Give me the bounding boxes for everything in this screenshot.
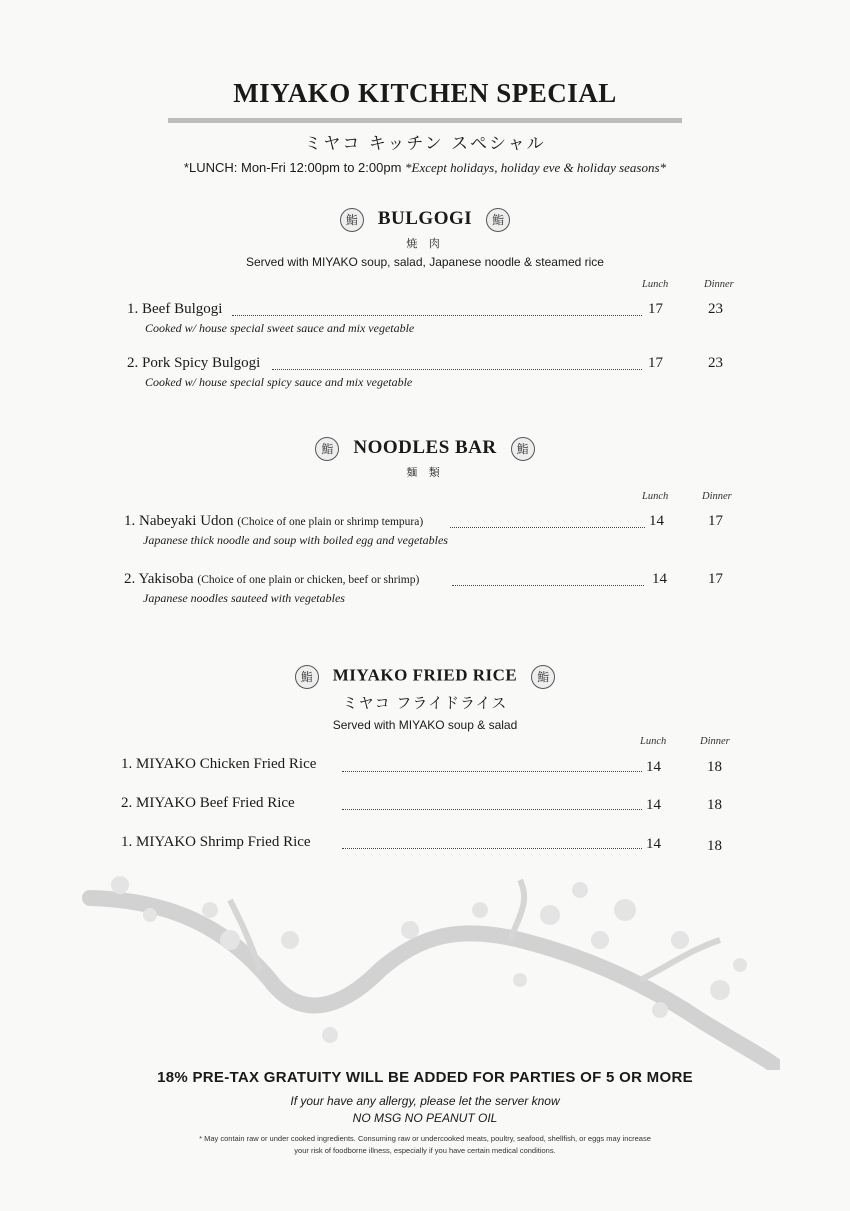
item-name: 2. Pork Spicy Bulgogi xyxy=(127,355,261,371)
lunch-hours: *LUNCH: Mon-Fri 12:00pm to 2:00pm xyxy=(183,160,402,175)
leader-dots xyxy=(342,771,642,772)
col-dinner: Dinner xyxy=(704,279,734,290)
item-name-row xyxy=(124,571,419,588)
leader-dots xyxy=(342,809,642,810)
section-title-jp: 麺 類 xyxy=(406,466,444,479)
price-lunch: 17 xyxy=(648,355,663,371)
section-served-note: Served with MIYAKO soup & salad xyxy=(332,718,518,732)
price-dinner: 23 xyxy=(708,301,723,317)
price-lunch: 14 xyxy=(649,513,664,529)
item-desc: Japanese noodles sauteed with vegetables xyxy=(143,591,345,605)
col-lunch: Lunch xyxy=(642,279,669,290)
item-desc: Cooked w/ house special spicy sauce and mix vegetable xyxy=(145,375,413,389)
sushi-seal-icon: 鮨 xyxy=(511,437,535,461)
leader-dots xyxy=(450,527,645,528)
item-name: 1. Beef Bulgogi xyxy=(127,301,223,317)
disclaimer-line-1: * May contain raw or under cooked ingredients. Consuming raw or undercooked meats, poultry, seafood, shellfish, or eggs may increase xyxy=(199,1134,651,1143)
item-name: 1. Nabeyaki Udon xyxy=(124,513,234,529)
page-title: MIYAKO KITCHEN SPECIAL xyxy=(233,78,617,108)
sushi-seal-icon: 鮨 xyxy=(486,208,510,232)
price-lunch: 14 xyxy=(646,759,661,775)
leader-dots xyxy=(452,585,644,586)
no-msg-notice: NO MSG NO PEANUT OIL xyxy=(352,1111,498,1125)
lunch-exceptions: *Except holidays, holiday eve & holiday seasons* xyxy=(405,160,667,175)
price-dinner: 18 xyxy=(707,759,722,775)
leader-dots xyxy=(232,315,642,316)
section-title-jp: 焼 肉 xyxy=(406,237,444,250)
cherry-blossom-branch-icon xyxy=(80,870,780,1070)
item-desc: Japanese thick noodle and soup with boiled egg and vegetables xyxy=(143,533,448,547)
price-dinner: 18 xyxy=(707,838,722,854)
col-lunch: Lunch xyxy=(640,736,667,747)
section-title: BULGOGI xyxy=(377,208,473,229)
lunch-hours-note xyxy=(0,160,850,176)
item-name: 2. Yakisoba xyxy=(124,571,194,587)
sushi-seal-icon: 鮨 xyxy=(295,665,319,689)
page-title-jp: ミヤコ キッチン スペシャル xyxy=(304,134,546,154)
price-lunch: 14 xyxy=(646,836,661,852)
section-title-jp: ミヤコ フライドライス xyxy=(342,694,508,712)
col-dinner: Dinner xyxy=(700,736,730,747)
price-lunch: 14 xyxy=(652,571,667,587)
price-dinner: 18 xyxy=(707,797,722,813)
sushi-seal-icon: 鮨 xyxy=(315,437,339,461)
price-lunch: 14 xyxy=(646,797,661,813)
title-divider xyxy=(168,118,682,123)
section-friedrice-heading xyxy=(0,665,850,689)
section-noodles-heading xyxy=(0,437,850,461)
leader-dots xyxy=(272,369,642,370)
gratuity-notice: 18% PRE-TAX GRATUITY WILL BE ADDED FOR PARTIES OF 5 OR MORE xyxy=(157,1069,693,1086)
item-name-row xyxy=(124,513,423,530)
sushi-seal-icon: 鮨 xyxy=(531,665,555,689)
section-title: MIYAKO FRIED RICE xyxy=(332,665,518,685)
col-lunch: Lunch xyxy=(642,491,669,502)
allergy-notice: If your have any allergy, please let the server know xyxy=(290,1094,560,1108)
item-name: 2. MIYAKO Beef Fried Rice xyxy=(121,795,295,811)
section-served-note: Served with MIYAKO soup, salad, Japanese noodle & steamed rice xyxy=(246,255,604,269)
sushi-seal-icon: 鮨 xyxy=(340,208,364,232)
item-desc: Cooked w/ house special sweet sauce and mix vegetable xyxy=(145,321,415,335)
item-note: (Choice of one plain or chicken, beef or shrimp) xyxy=(197,574,420,586)
leader-dots xyxy=(342,848,642,849)
section-title: NOODLES BAR xyxy=(353,437,497,458)
price-lunch: 17 xyxy=(648,301,663,317)
item-name: 1. MIYAKO Chicken Fried Rice xyxy=(121,756,317,772)
section-bulgogi-heading xyxy=(0,208,850,232)
disclaimer-line-2: your risk of foodborne illness, especially if you have certain medical conditions. xyxy=(294,1146,556,1155)
col-dinner: Dinner xyxy=(702,491,732,502)
price-dinner: 23 xyxy=(708,355,723,371)
price-dinner: 17 xyxy=(708,571,723,587)
item-note: (Choice of one plain or shrimp tempura) xyxy=(237,516,424,528)
item-name: 1. MIYAKO Shrimp Fried Rice xyxy=(121,834,311,850)
price-dinner: 17 xyxy=(708,513,723,529)
